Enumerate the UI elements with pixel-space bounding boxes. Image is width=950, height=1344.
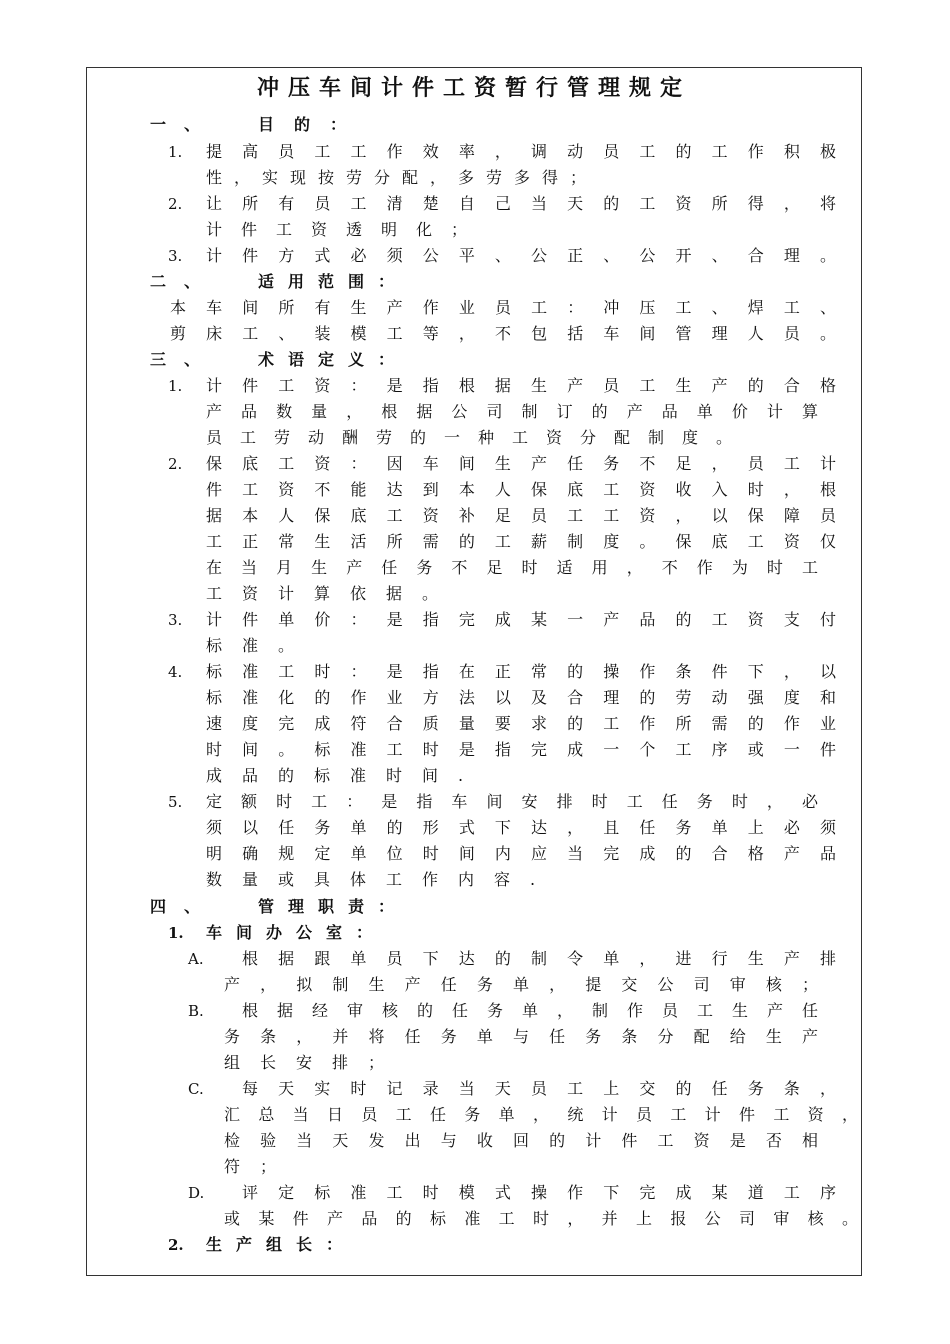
s2-line-1: 本车间所有生产作业员工：冲压工、焊工、 [170, 298, 836, 317]
s3-item-5-line-3: 明确规定单位时间内应当完成的合格产品 [206, 844, 836, 863]
s4-item-a-line-2: 产，拟制生产任务单，提交公司审核； [224, 975, 818, 994]
s1-item-3-line-1: 计件方式必须公平、公正、公开、合理。 [206, 246, 836, 265]
s4-item-c-line-3: 检验当天发出与收回的计件工资是否相 [224, 1131, 818, 1150]
s1-item-2-line-1: 让所有员工清楚自己当天的工资所得，将 [206, 194, 836, 213]
section-3-heading: 术语定义： [258, 350, 409, 369]
section-2-heading: 适用范围： [258, 272, 409, 291]
s2-line-2: 剪床工、装模工等，不包括车间管理人员。 [170, 324, 836, 343]
s4-item-b-line-3: 组长安排； [224, 1053, 405, 1072]
s3-item-3-line-1: 计件单价：是指完成某一产品的工资支付 [206, 610, 836, 629]
document-title: 冲压车间计件工资暂行管理规定 [256, 75, 691, 101]
s4-item-d-line-2: 或某件产品的标准工时，并上报公司审核。 [224, 1209, 858, 1228]
s3-item-2-line-4: 工正常生活所需的工薪制度。保底工资仅 [206, 532, 836, 551]
s1-item-1-number: 1. [168, 143, 183, 161]
s4-item-c-line-2: 汇总当日员工任务单，统计员工计件工资， [224, 1105, 858, 1124]
s3-item-4-line-2: 标准化的作业方法以及合理的劳动强度和 [206, 688, 836, 707]
section-2-number: 二、 [150, 272, 219, 291]
s3-item-1-line-1: 计件工资：是指根据生产员工生产的合格 [206, 376, 836, 395]
s3-item-5-line-1: 定额时工：是指车间安排时工任务时，必 [206, 792, 818, 811]
section-1-heading: 目的： [258, 115, 367, 134]
section-4-heading: 管理职责： [258, 897, 409, 916]
s3-item-4-line-3: 速度完成符合质量要求的工作所需的作业 [206, 714, 836, 733]
s1-item-3-number: 3. [168, 247, 183, 265]
s4-sub-2-number: 2. [168, 1236, 184, 1254]
s4-item-a-line-1: 根据跟单员下达的制令单，进行生产排 [242, 949, 836, 968]
section-3-number: 三、 [150, 350, 219, 369]
s1-item-1-line-2: 性，实现按劳分配，多劳多得； [206, 168, 599, 187]
s4-item-d-line-1: 评定标准工时模式操作下完成某道工序 [242, 1183, 836, 1202]
s3-item-5-line-4: 数量或具体工作内容. [206, 870, 556, 889]
s3-item-3-line-2: 标准。 [206, 636, 315, 655]
s1-item-2-number: 2. [168, 195, 183, 213]
s4-sub-1-heading: 车间办公室： [206, 923, 387, 942]
s3-item-2-line-6: 工资计算依据。 [206, 584, 459, 603]
section-1-number: 一、 [150, 115, 219, 134]
s3-item-2-line-1: 保底工资：因车间生产任务不足，员工计 [206, 454, 836, 473]
s4-sub-1-number: 1. [168, 924, 184, 942]
s3-item-4-number: 4. [168, 663, 183, 681]
section-4-number: 四、 [150, 897, 219, 916]
s4-item-b-line-1: 根据经审核的任务单，制作员工生产任 [242, 1001, 818, 1020]
s4-item-c-line-1: 每天实时记录当天员工上交的任务条， [242, 1079, 836, 1098]
s4-item-c-line-4: 符； [224, 1157, 297, 1176]
s3-item-4-line-5: 成品的标准时间. [206, 766, 484, 785]
s3-item-4-line-4: 时间。标准工时是指完成一个工序或一件 [206, 740, 836, 759]
s3-item-5-line-2: 须以任务单的形式下达，且任务单上必须 [206, 818, 836, 837]
s4-item-b-line-2: 务条，并将任务单与任务条分配给生产 [224, 1027, 818, 1046]
s3-item-3-number: 3. [168, 611, 183, 629]
s4-item-c-letter: C. [188, 1080, 204, 1098]
s3-item-2-line-5: 在当月生产任务不足时适用，不作为时工 [206, 558, 818, 577]
s4-item-b-letter: B. [188, 1002, 204, 1020]
s4-item-d-letter: D. [188, 1184, 205, 1202]
s3-item-1-line-3: 员工劳动酬劳的一种工资分配制度。 [206, 428, 751, 447]
s3-item-5-number: 5. [168, 793, 183, 811]
s4-sub-2-heading: 生产组长： [206, 1235, 357, 1254]
s1-item-1-line-1: 提高员工工作效率，调动员工的工作积极 [206, 142, 836, 161]
s4-item-a-letter: A. [188, 950, 204, 968]
s3-item-2-line-2: 件工资不能达到本人保底工资收入时，根 [206, 480, 836, 499]
s3-item-2-line-3: 据本人保底工资补足员工工资，以保障员 [206, 506, 836, 525]
s3-item-1-line-2: 产品数量，根据公司制订的产品单价计算 [206, 402, 818, 421]
s3-item-1-number: 1. [168, 377, 183, 395]
s3-item-4-line-1: 标准工时：是指在正常的操作条件下，以 [206, 662, 836, 681]
s1-item-2-line-2: 计件工资透明化； [206, 220, 487, 239]
s3-item-2-number: 2. [168, 455, 183, 473]
